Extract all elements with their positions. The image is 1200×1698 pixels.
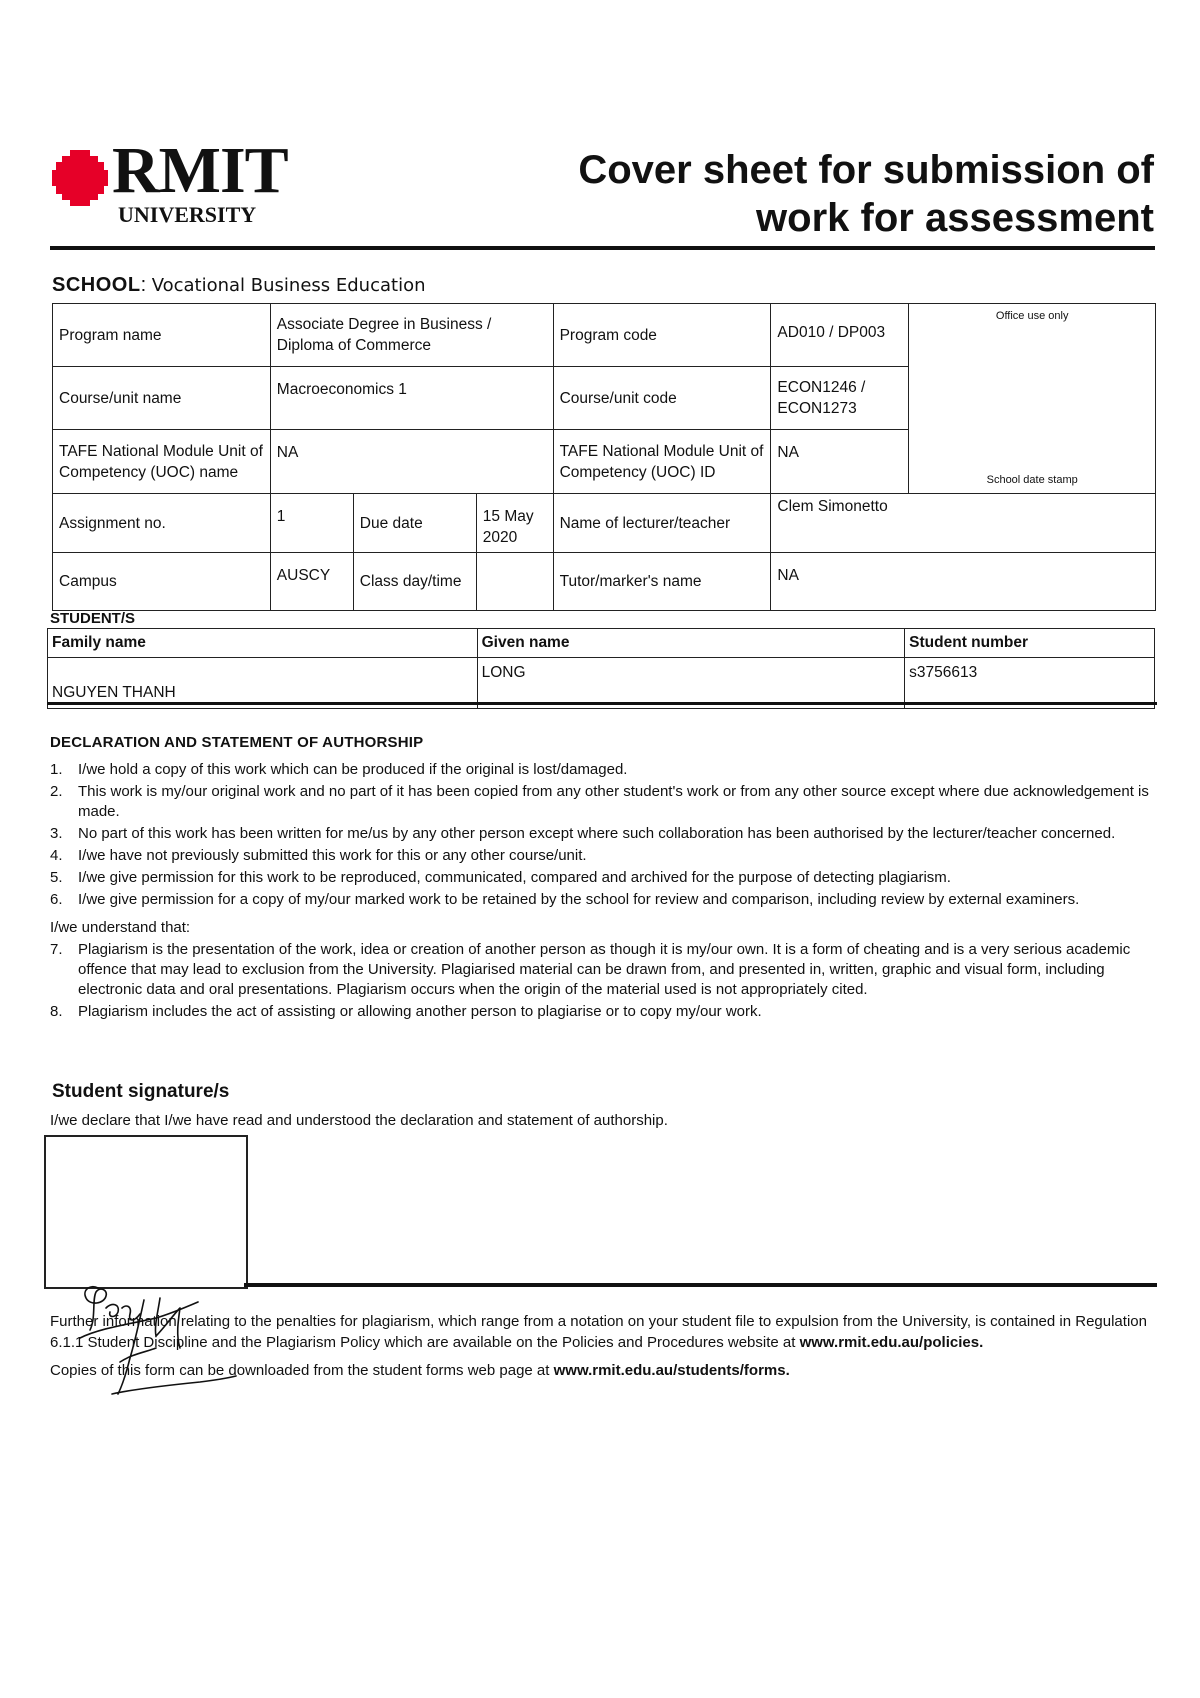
signature-box xyxy=(44,1135,248,1289)
section-divider xyxy=(47,702,1157,705)
list-item: 4. I/we have not previously submitted this work for this or any other course/unit. xyxy=(50,847,587,864)
handwritten-signature xyxy=(60,1278,240,1418)
title-line-2: work for assessment xyxy=(756,196,1154,240)
declaration-item-text: Plagiarism is the presentation of the work, idea or creation of another person as though it is my/our own. It is a form of cheating and is a very serious academic offence that may lead to exclusion from the University. Plagiarised material can be drawn from, and presented in, written, graphic and visual form, including electronic data and oral presentations. Plagiarism occurs when the origin of the material used is not appropriately cited. xyxy=(78,941,1131,998)
signature-heading: Student signature/s xyxy=(52,1081,230,1102)
students-table xyxy=(47,628,1155,709)
assignment-label: Assignment no. xyxy=(53,494,271,553)
given-name-header: Given name xyxy=(477,629,905,658)
list-item: 3. No part of this work has been written for me/us by any other person except where such collaboration has been authorised by the lecturer/teacher concerned. xyxy=(50,825,1116,842)
page-title xyxy=(578,146,1154,242)
list-item: 8. Plagiarism includes the act of assisting or allowing another person to plagiarise or to copy my/our work. xyxy=(50,1003,762,1020)
declaration-item-text: Plagiarism includes the act of assisting or allowing another person to plagiarise or to copy my/our work. xyxy=(78,1003,762,1020)
header-divider xyxy=(50,246,1155,250)
tafe-name-label: TAFE National Module Unit of Competency (UOC) name xyxy=(53,430,271,494)
declaration-item-text: I/we give permission for a copy of my/our marked work to be retained by the school for review and comparison, including review by external examiners. xyxy=(78,891,1080,908)
given-name-value: LONG xyxy=(477,658,905,709)
school-value: Vocational Business Education xyxy=(151,275,426,296)
policies-link[interactable]: www.rmit.edu.au/policies. xyxy=(799,1334,984,1351)
due-date-value: 15 May 2020 xyxy=(482,508,534,546)
family-name-header: Family name xyxy=(48,629,478,658)
school-line: SCHOOL: Vocational Business Education xyxy=(52,274,426,296)
declaration-item-text: This work is my/our original work and no part of it has been copied from any other student's work or from any other source except where due acknowledgement is made. xyxy=(78,783,1149,820)
declaration-list xyxy=(50,760,1158,910)
class-time-label: Class day/time xyxy=(353,553,476,610)
family-name-value: NGUYEN THANH xyxy=(48,658,478,709)
list-item: 6. I/we give permission for a copy of my/our marked work to be retained by the school for review and comparison, including review by external examiners. xyxy=(50,891,1080,908)
footer-divider xyxy=(244,1283,1157,1287)
school-stamp-label: School date stamp xyxy=(986,474,1078,486)
course-code-label: Course/unit code xyxy=(553,367,771,430)
student-number-value: s3756613 xyxy=(905,658,1155,709)
understand-intro: I/we understand that: xyxy=(50,919,191,936)
school-label: SCHOOL xyxy=(52,274,141,296)
forms-link[interactable]: www.rmit.edu.au/students/forms. xyxy=(553,1362,790,1379)
tutor-label: Tutor/marker's name xyxy=(553,553,771,611)
tutor-value: NA xyxy=(771,553,1156,611)
program-name-label: Program name xyxy=(53,304,271,367)
further-text: Further information relating to the penalties for plagiarism, which range from a notation on your student file to expulsion from the University, is contained in Regulation 6.1.1 Student Discipline and the Plagiarism Policy which are available on the Policies and Procedures website at xyxy=(50,1313,1147,1351)
list-item: 7. Plagiarism is the presentation of the work, idea or creation of another person as though it is my/our own. It is a form of cheating and is a very serious academic offence that may lead to exclusion from the University. Plagiarised material can be drawn from, and presented in, written, graphic and visual form, including electronic data and oral presentations. Plagiarism occurs when the origin of the material used is not appropriately cited. xyxy=(50,940,1158,1000)
signature-declaration: I/we declare that I/we have read and understood the declaration and statement of authorship. xyxy=(50,1112,668,1129)
program-code-value: AD010 / DP003 xyxy=(771,304,909,367)
list-item: 5. I/we give permission for this work to be reproduced, communicated, compared and archived for the purpose of detecting plagiarism. xyxy=(50,869,951,886)
list-item: 2. This work is my/our original work and no part of it has been copied from any other student's work or from any other source except where due acknowledgement is made. xyxy=(50,782,1158,822)
tafe-id-value: NA xyxy=(771,430,909,494)
lecturer-label: Name of lecturer/teacher xyxy=(553,494,771,553)
logo-subtitle: UNIVERSITY xyxy=(118,202,257,227)
due-date-label: Due date xyxy=(353,494,476,552)
title-line-1: Cover sheet for submission of xyxy=(578,148,1154,192)
campus-value: AUSCY xyxy=(271,553,354,610)
declaration-item-text: I/we have not previously submitted this work for this or any other course/unit. xyxy=(78,847,587,864)
declaration-item-text: No part of this work has been written for me/us by any other person except where such collaboration has been authorised by the lecturer/teacher concerned. xyxy=(78,825,1116,842)
assignment-value: 1 xyxy=(271,494,354,552)
understand-list xyxy=(50,940,1158,1022)
class-time-value xyxy=(476,553,552,610)
course-code-value: ECON1246 / ECON1273 xyxy=(771,367,909,430)
office-use-stamp-box xyxy=(909,304,1156,494)
declaration-item-text: I/we hold a copy of this work which can be produced if the original is lost/damaged. xyxy=(78,761,628,778)
program-name-value: Associate Degree in Business / Diploma of Commerce xyxy=(270,304,553,367)
program-details-table xyxy=(52,303,1156,611)
course-name-label: Course/unit name xyxy=(53,367,271,430)
students-label: STUDENT/S xyxy=(50,610,136,627)
students-header-row xyxy=(48,629,1155,658)
student-number-header: Student number xyxy=(905,629,1155,658)
program-code-label: Program code xyxy=(553,304,771,367)
table-row xyxy=(48,658,1155,709)
logo-wordmark: RMIT xyxy=(112,134,288,207)
office-use-label: Office use only xyxy=(995,310,1069,322)
lecturer-value: Clem Simonetto xyxy=(771,494,1156,553)
course-name-value: Macroeconomics 1 xyxy=(270,367,553,430)
rmit-logo-pixel-mark xyxy=(52,150,108,206)
tafe-name-value: NA xyxy=(270,430,553,494)
copies-text: Copies of this form can be downloaded from the student forms web page at xyxy=(50,1362,550,1379)
declaration-section xyxy=(50,733,1158,1024)
declaration-item-text: I/we give permission for this work to be reproduced, communicated, compared and archived for the purpose of detecting plagiarism. xyxy=(78,869,951,886)
declaration-heading: DECLARATION AND STATEMENT OF AUTHORSHIP xyxy=(50,734,424,751)
list-item: 1. I/we hold a copy of this work which can be produced if the original is lost/damaged. xyxy=(50,761,628,778)
campus-label: Campus xyxy=(53,553,271,611)
tafe-id-label: TAFE National Module Unit of Competency (UOC) ID xyxy=(553,430,771,494)
